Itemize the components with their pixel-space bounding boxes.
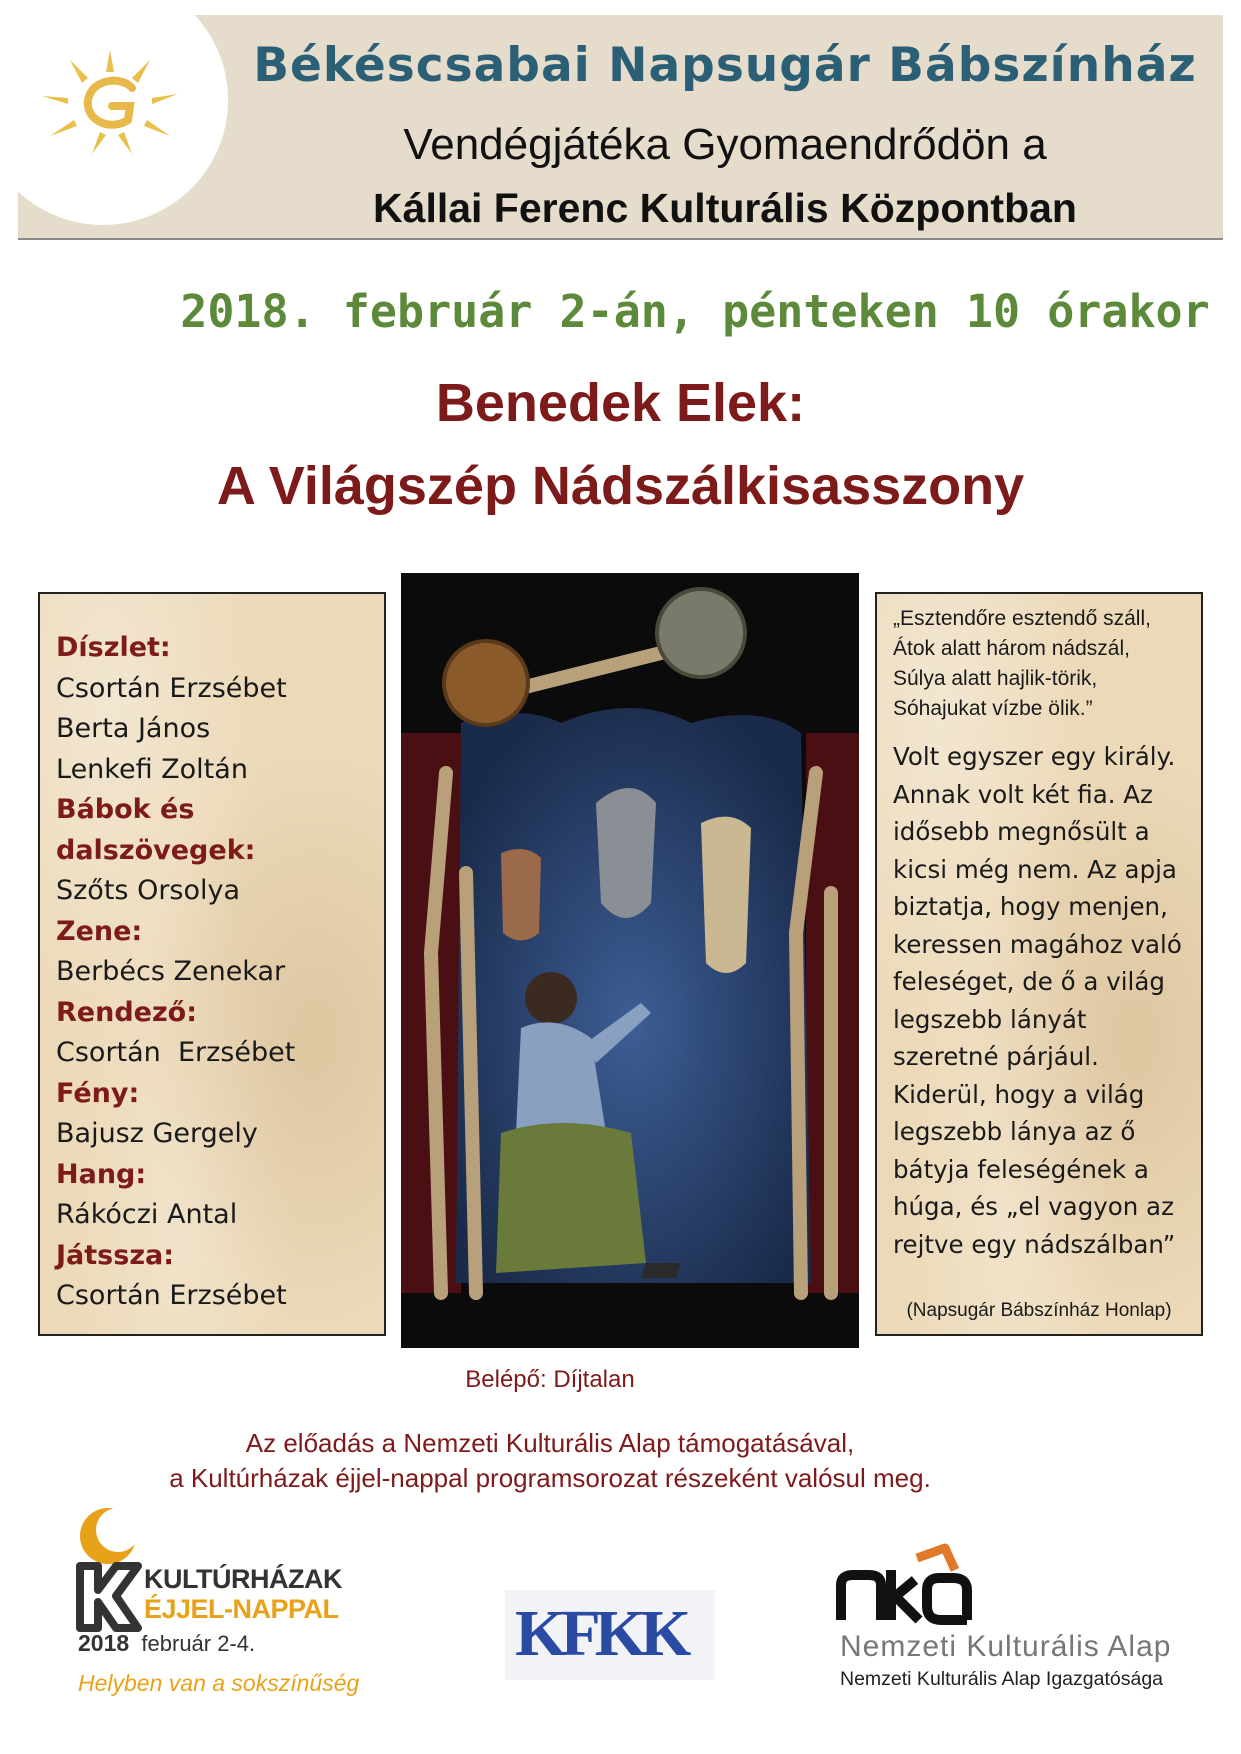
kulturhazak-date — [78, 1630, 255, 1657]
kulturhazak-days: február 2-4. — [141, 1631, 256, 1656]
credit-role: Bábok és dalszövegek: — [56, 794, 256, 866]
verse-line: Átok alatt három nádszál, — [893, 637, 1130, 660]
entry-fee: Belépő: Díjtalan — [465, 1366, 635, 1393]
credit-name: Bajusz Gergely — [56, 1118, 258, 1149]
theatre-name: Békéscsabai Napsugár Bábszínház — [253, 38, 1197, 93]
verse-line: Súlya alatt hajlik-törik, — [893, 667, 1098, 690]
verse-quote — [893, 604, 1193, 724]
author-name: Benedek Elek: — [435, 373, 806, 433]
credit-name: Berbécs Zenekar — [56, 956, 286, 987]
performance-photo — [401, 573, 859, 1348]
sun-logo-icon — [40, 48, 180, 158]
kfkk-logo — [505, 1590, 715, 1680]
credit-role: Zene: — [56, 915, 143, 947]
verse-line: Sóhajukat vízbe ölik.” — [893, 697, 1093, 720]
kulturhazak-emblem-icon — [72, 1506, 144, 1636]
credits-list — [56, 628, 376, 1317]
credit-role: Fény: — [56, 1077, 140, 1109]
credit-name: Rákóczi Antal — [56, 1199, 238, 1230]
story-panel — [875, 592, 1203, 1336]
credit-name: Csortán Erzsébet — [56, 672, 287, 704]
ejjel-nappal-name: ÉJJEL-NAPPAL — [144, 1594, 339, 1624]
nka-emblem-icon — [835, 1540, 975, 1625]
credit-role: Díszlet: — [56, 632, 171, 663]
credit-role: Hang: — [56, 1158, 147, 1190]
kfkk-text: KFKK — [515, 1597, 686, 1670]
kulturhazak-name: KULTÚRHÁZAK — [144, 1564, 342, 1594]
guest-performance-line: Vendégjátéka Gyomaendrődön a — [403, 120, 1047, 169]
credit-role: Játssza: — [56, 1239, 175, 1271]
play-title: A Világszép Nádszálkisasszony — [216, 456, 1025, 516]
kulturhazak-logo — [72, 1506, 372, 1706]
story-text: Volt egyszer egy király. Annak volt két fia. Az idősebb megnősült a kicsi még nem. Az apja biztatja, hogy menjen, keressen magához való feleséget, de ő a világ legszebb lányát szeretné párjául. Kiderül, hogy a világ legszebb lánya az ő bátyja feleségének a húga, és „el vagyon az rejtve egy nádszálban” — [893, 742, 1182, 1259]
support-line-1: Az előadás a Nemzeti Kulturális Alap támogatásával, — [245, 1428, 855, 1458]
story-source: (Napsugár Bábszínház Honlap) — [906, 1300, 1172, 1321]
credits-panel — [38, 592, 386, 1336]
credit-role: Rendező: — [56, 996, 198, 1028]
venue-line: Kállai Ferenc Kulturális Központban — [373, 185, 1077, 231]
verse-line: „Esztendőre esztendő száll, — [893, 607, 1151, 630]
credit-name: Csortán Erzsébet — [56, 1280, 287, 1311]
event-date: 2018. február 2-án, pénteken 10 órakor — [180, 285, 1210, 338]
credit-name: Szőts Orsolya — [56, 875, 241, 906]
credit-name: Csortán Erzsébet — [56, 1037, 296, 1068]
credit-name: Lenkefi Zoltán — [56, 753, 248, 785]
credit-name: Berta János — [56, 713, 211, 744]
nka-directorate: Nemzeti Kulturális Alap Igazgatósága — [840, 1668, 1164, 1690]
nka-logo — [835, 1540, 1215, 1700]
header-divider — [18, 238, 1223, 240]
support-line-2: a Kultúrházak éjjel-nappal programsorozat részeként valósul meg. — [169, 1463, 931, 1493]
puppet-stage-illustration — [401, 573, 859, 1348]
kulturhazak-slogan: Helyben van a sokszínűség — [78, 1670, 360, 1696]
nka-name: Nemzeti Kulturális Alap — [840, 1630, 1172, 1663]
kulturhazak-year: 2018 — [78, 1630, 130, 1656]
